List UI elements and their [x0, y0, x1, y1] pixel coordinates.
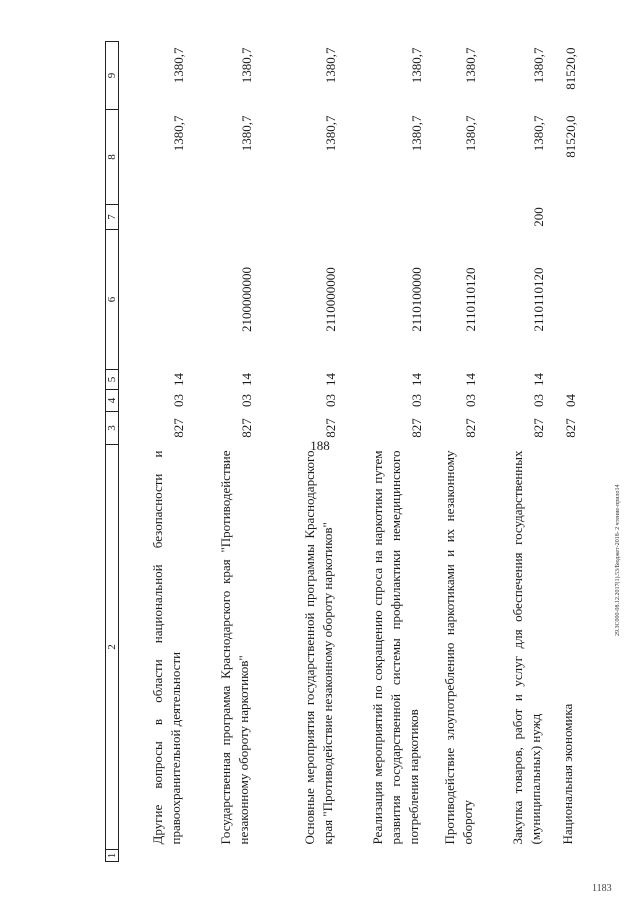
cell-c9: 81520,0	[562, 47, 578, 90]
cell-c3: 827	[462, 418, 478, 438]
header-cell: 2	[106, 445, 119, 850]
cell-c9: 1380,7	[170, 47, 186, 84]
cell-c7	[119, 205, 187, 230]
header-row	[106, 42, 119, 862]
header-cell: 6	[106, 230, 119, 370]
cell-c3: 827	[170, 418, 186, 438]
header-cell: 1	[106, 850, 119, 862]
row-name: Противодействие злоупотреблению наркотиками и их незаконному обороту	[441, 450, 475, 845]
table-row	[339, 42, 425, 862]
cell-c6: 2110100000	[408, 267, 424, 332]
cell-c5: 14	[170, 373, 186, 386]
cell-c9: 1380,7	[530, 47, 546, 84]
document-stamp: 29.3C000-08.12.2017(1).53/Бюджет-2018- 2 чтение-прило14	[615, 484, 621, 636]
table-row	[255, 42, 339, 862]
cell-c6	[119, 230, 187, 370]
table-row	[547, 42, 579, 862]
cell-c7	[339, 205, 425, 230]
cell-c3: 827	[562, 418, 578, 438]
header-cell: 4	[106, 390, 119, 412]
header-cell: 5	[106, 370, 119, 390]
cell-c3: 827	[530, 418, 546, 438]
cell-c5: 14	[322, 373, 338, 386]
cell-c6	[547, 230, 579, 370]
cell-c3: 827	[408, 418, 424, 438]
cell-c4: 03	[322, 394, 338, 407]
cell-c5	[547, 370, 579, 390]
table-row	[187, 42, 255, 862]
row-name: Закупка товаров, работ и услуг для обеспечения государственных (муниципальных) нужд	[509, 450, 543, 845]
cell-c7	[425, 205, 479, 230]
header-cell: 7	[106, 205, 119, 230]
cell-c6: 2110000000	[322, 267, 338, 332]
row-name: Реализация мероприятий по сокращению спроса на наркотики путем развития государственной системы профилактики немедицинского потребления наркотиков	[369, 450, 421, 845]
table-row	[119, 42, 187, 862]
cell-c9: 1380,7	[462, 47, 478, 84]
header-cell: 3	[106, 412, 119, 445]
budget-table	[105, 41, 579, 862]
cell-c8: 1380,7	[530, 115, 546, 152]
cell-c8: 1380,7	[322, 115, 338, 152]
cell-c4: 03	[530, 394, 546, 407]
row-name: Другие вопросы в области национальной безопасности и правоохранительной деятельности	[149, 450, 183, 845]
row-name: Государственная программа Краснодарского края "Противодействие незаконному обороту наркотиков"	[217, 450, 251, 845]
cell-c8: 1380,7	[238, 115, 254, 152]
cell-c6: 2110110120	[462, 267, 478, 332]
cell-c3: 827	[322, 418, 338, 438]
corner-mark: 1183	[592, 883, 612, 894]
table-row	[425, 42, 479, 862]
cell-c4: 03	[238, 394, 254, 407]
cell-c7: 200	[530, 207, 546, 227]
cell-c6: 2110110120	[530, 267, 546, 332]
cell-c3: 827	[238, 418, 254, 438]
row-name: Национальная экономика	[559, 703, 575, 845]
cell-c8: 1380,7	[462, 115, 478, 152]
cell-c5: 14	[462, 373, 478, 386]
header-cell: 8	[106, 110, 119, 205]
cell-c5: 14	[238, 373, 254, 386]
cell-c6: 2100000000	[238, 267, 254, 332]
cell-c7	[255, 205, 339, 230]
cell-c7	[547, 205, 579, 230]
table-row	[479, 42, 547, 862]
cell-c5: 14	[530, 373, 546, 386]
cell-c9: 1380,7	[322, 47, 338, 84]
cell-c8: 1380,7	[408, 115, 424, 152]
cell-c5: 14	[408, 373, 424, 386]
header-cell: 9	[106, 42, 119, 110]
cell-c8: 81520,0	[562, 115, 578, 158]
cell-c9: 1380,7	[408, 47, 424, 84]
cell-c4: 03	[462, 394, 478, 407]
cell-c9: 1380,7	[238, 47, 254, 84]
cell-c4: 04	[562, 394, 578, 407]
cell-c4: 03	[170, 394, 186, 407]
cell-c8: 1380,7	[170, 115, 186, 152]
cell-c7	[187, 205, 255, 230]
row-name: Основные мероприятия государственной программы Краснодарского края "Противодействие незаконному обороту наркотиков"	[301, 450, 335, 845]
page-number: 188	[310, 438, 330, 453]
cell-c4: 03	[408, 394, 424, 407]
rotated-budget-table	[105, 42, 578, 862]
